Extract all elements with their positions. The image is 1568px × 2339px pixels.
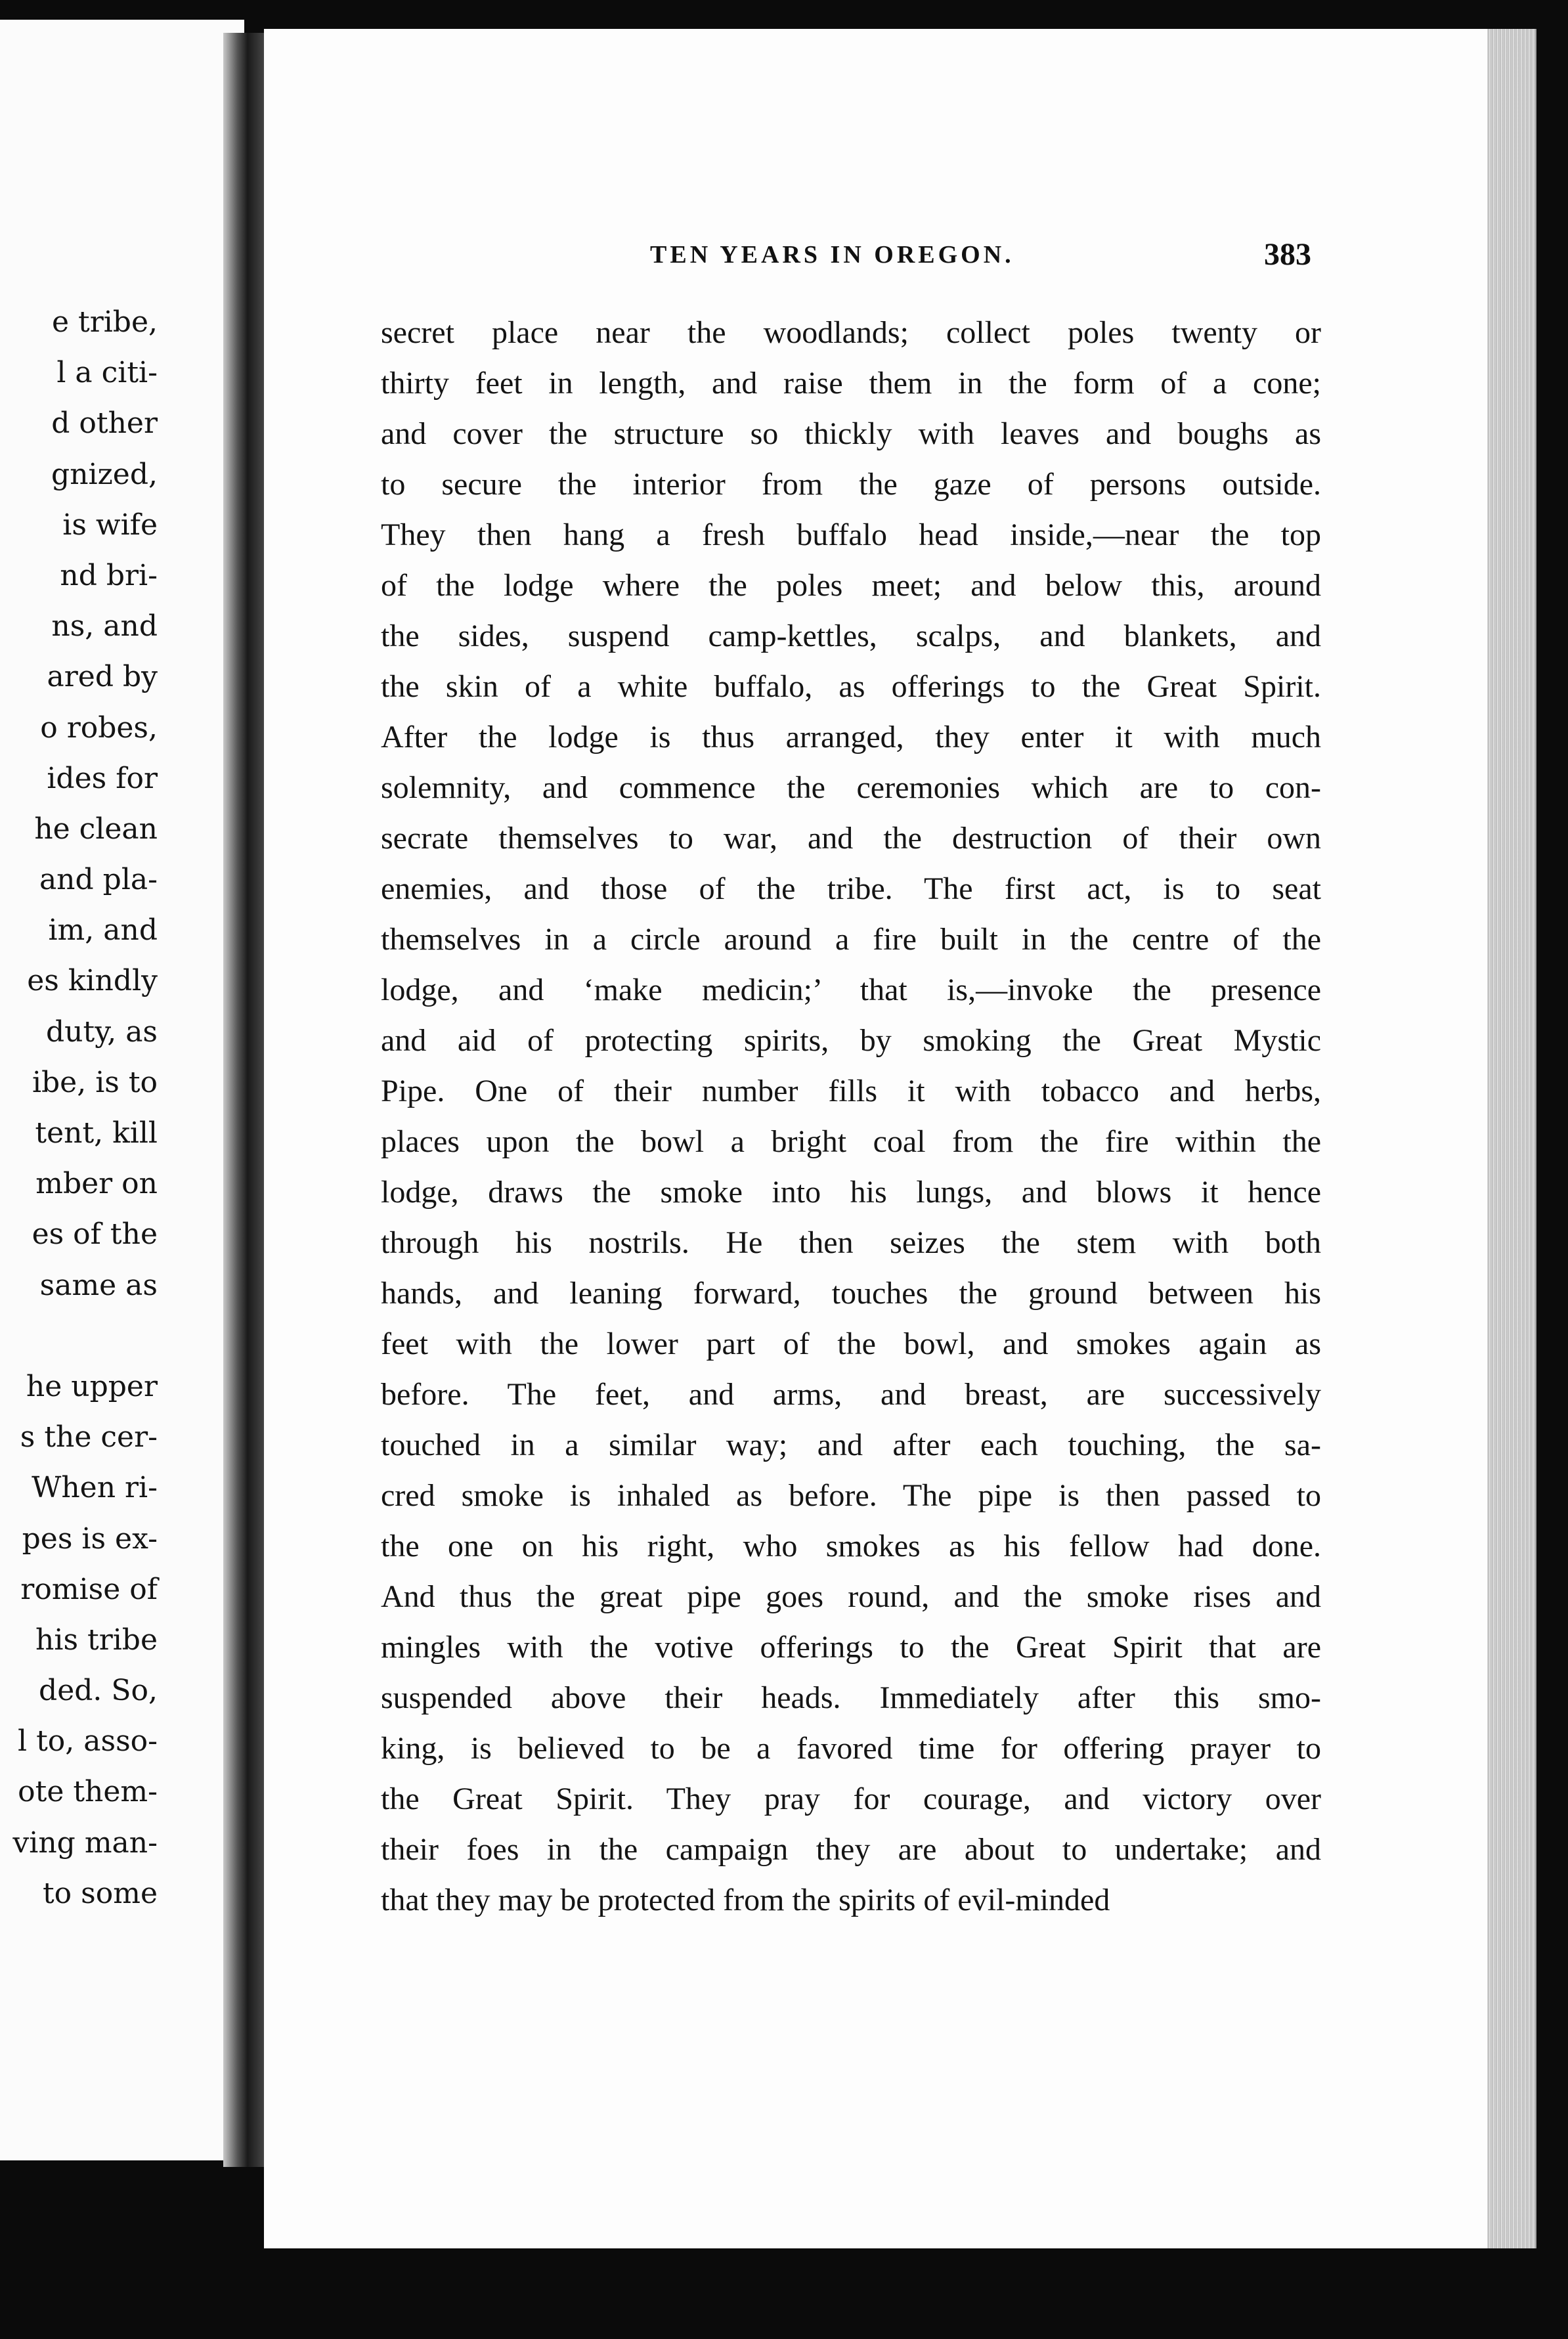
left-page-line: gnized, [51,457,158,491]
left-page-line: duty, as [46,1015,158,1049]
left-page-line: ded. So, [39,1674,158,1708]
left-page-line: pes is ex- [22,1521,158,1556]
text-line: before. The feet, and arms, and breast, are successively [381,1377,1321,1412]
text-line: secrate themselves to war, and the destruction of their own [381,821,1321,856]
running-head: TEN YEARS IN OREGON. [650,241,1014,269]
text-line: hands, and leaning forward, touches the ground between his [381,1276,1321,1311]
text-line: that they may be protected from the spirits of evil-minded [381,1883,1110,1917]
text-line: of the lodge where the poles meet; and below this, around [381,568,1321,603]
text-line: and aid of protecting spirits, by smoking the Great Mystic [381,1023,1321,1058]
book-gutter [223,33,264,2167]
left-page-line: ns, and [51,609,158,644]
left-page-line: same as [39,1268,158,1302]
left-page-line: es kindly [27,964,158,998]
text-line: lodge, and ‘make medicin;’ that is,—invoke the presence [381,973,1321,1007]
left-page-line: his tribe [35,1623,158,1657]
text-line: places upon the bowl a bright coal from the fire within the [381,1124,1321,1159]
text-line: thirty feet in length, and raise them in the form of a cone; [381,366,1321,401]
left-page-line: and pla- [39,863,158,897]
text-line: feet with the lower part of the bowl, and smokes again as [381,1326,1321,1361]
left-page-line: romise of [20,1572,158,1606]
text-line: lodge, draws the smoke into his lungs, and blows it hence [381,1175,1321,1210]
text-line: to secure the interior from the gaze of persons outside. [381,467,1321,502]
text-line: touched in a similar way; and after each touching, the sa- [381,1428,1321,1462]
left-page-line: l a citi- [56,356,158,390]
left-page-line: ote them- [18,1775,158,1809]
text-line: And thus the great pipe goes round, and the smoke rises and [381,1579,1321,1614]
text-line: the sides, suspend camp-kettles, scalps, and blankets, and [381,619,1321,653]
left-page-line: ibe, is to [32,1065,158,1099]
text-line: They then hang a fresh buffalo head inside,—near the top [381,517,1321,552]
left-page-line: d other [51,406,158,441]
left-page-line: to some [43,1876,158,1910]
text-line: After the lodge is thus arranged, they enter it with much [381,720,1321,754]
text-line: solemnity, and commence the ceremonies which are to con- [381,770,1321,805]
text-line: the Great Spirit. They pray for courage, and victory over [381,1782,1321,1816]
left-page-line: es of the [32,1217,158,1252]
left-page-line: o robes, [40,710,158,745]
text-line: themselves in a circle around a fire built in the centre of the [381,922,1321,957]
left-page-line: s the cer- [20,1420,158,1454]
left-page-line: nd bri- [60,558,158,592]
left-page-line: e tribe, [51,305,158,339]
left-page-line: mber on [35,1167,158,1201]
left-page-line: tent, kill [35,1116,158,1150]
text-line: enemies, and those of the tribe. The first act, is to seat [381,871,1321,906]
left-page-line [0,1311,158,1361]
text-line: mingles with the votive offerings to the Great Spirit that are [381,1630,1321,1665]
text-line: the skin of a white buffalo, as offerings to the Great Spirit. [381,669,1321,704]
left-page [0,20,244,2160]
text-line: Pipe. One of their number fills it with tobacco and herbs, [381,1074,1321,1108]
text-line: and cover the structure so thickly with leaves and boughs as [381,416,1321,451]
text-line: through his nostrils. He then seizes the stem with both [381,1225,1321,1260]
left-page-line: he clean [34,812,158,846]
left-page-line: he upper [26,1369,158,1403]
text-line: their foes in the campaign they are about to undertake; and [381,1832,1321,1867]
text-line: the one on his right, who smokes as his fellow had done. [381,1529,1321,1563]
left-page-line: ving man- [12,1825,158,1860]
left-page-line: l to, asso- [18,1724,158,1759]
left-page-line: im, and [48,913,158,948]
left-page-text [0,297,158,1919]
text-line: cred smoke is inhaled as before. The pipe is then passed to [381,1478,1321,1513]
left-page-line: When ri- [32,1471,158,1505]
left-page-line: ared by [47,660,158,694]
page-number: 383 [1264,237,1311,272]
body-text [381,307,1321,1925]
page-fore-edge [1487,29,1536,2248]
text-line: suspended above their heads. Immediately after this smo- [381,1680,1321,1715]
left-page-line: ides for [47,761,158,795]
text-line: secret place near the woodlands; collect poles twenty or [381,315,1321,350]
left-page-line: is wife [62,508,158,542]
text-line: king, is believed to be a favored time for offering prayer to [381,1731,1321,1766]
